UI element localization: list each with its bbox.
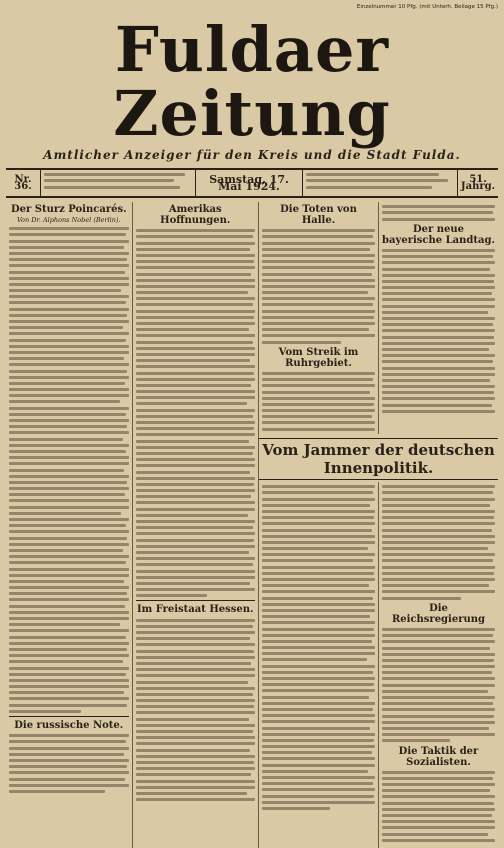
- price-note: Einzelnummer 10 Pfg. (mit Unterh. Beilage 15 Pfg.): [356, 4, 498, 10]
- issue-date: Samstag, 17. Mai 1924.: [196, 170, 303, 196]
- volume-year: 51. Jahrg.: [460, 174, 496, 192]
- masthead-title: Fuldaer Zeitung: [113, 13, 391, 150]
- issue-number: Nr. 36.: [6, 170, 41, 196]
- column-3: [259, 202, 379, 434]
- headline-socialist-tactics: Die Taktik der Sozialisten.: [398, 745, 479, 768]
- wide-headline: Vom Jammer der deutschen Innenpolitik.: [259, 438, 498, 480]
- headline-america: Amerikas Hoffnungen.: [160, 204, 231, 226]
- column-1: [6, 202, 133, 848]
- article-body-text: [382, 249, 495, 413]
- article-body-text: [382, 628, 495, 742]
- column-3-lower: [259, 482, 379, 848]
- publisher-info-block: [41, 170, 196, 196]
- divider: [136, 600, 256, 601]
- headline-poincare: Der Sturz Poincarés.: [10, 204, 127, 215]
- advertising-info-block: [303, 170, 458, 196]
- column-3-4: [259, 202, 498, 848]
- article-body-text: [382, 485, 495, 599]
- article-body-text: [136, 619, 256, 801]
- column-2: [133, 202, 260, 848]
- headline-ruhr-strike: Vom Streik im Ruhrgebiet.: [278, 346, 359, 369]
- byline: Von Dr. Alphons Nobel (Berlin).: [16, 216, 121, 224]
- article-body-text: [9, 734, 129, 793]
- article-columns: [6, 202, 498, 848]
- article-body-text: [262, 229, 375, 343]
- article-body-text: [262, 372, 375, 434]
- headline-reich-government: Die Reichsregierung: [391, 602, 486, 625]
- masthead-subtitle: Amtlicher Anzeiger für den Kreis und die Stadt Fulda.: [43, 148, 461, 162]
- headline-russian-note: Die russische Note.: [14, 720, 124, 731]
- headline-hessen: Im Freistaat Hessen.: [136, 604, 254, 616]
- column-4-lower: [379, 482, 498, 848]
- divider: [9, 716, 129, 717]
- column-4: [379, 202, 498, 434]
- article-body-text: [382, 205, 495, 220]
- article-body-text: [382, 771, 495, 842]
- headline-halle: Die Toten von Halle.: [280, 204, 357, 226]
- article-body-text: [136, 229, 256, 597]
- article-body-text: [262, 485, 375, 810]
- issue-info-bar: [6, 168, 498, 198]
- article-body-text: [9, 227, 129, 713]
- headline-bavaria: Der neue bayerische Landtag.: [382, 223, 495, 246]
